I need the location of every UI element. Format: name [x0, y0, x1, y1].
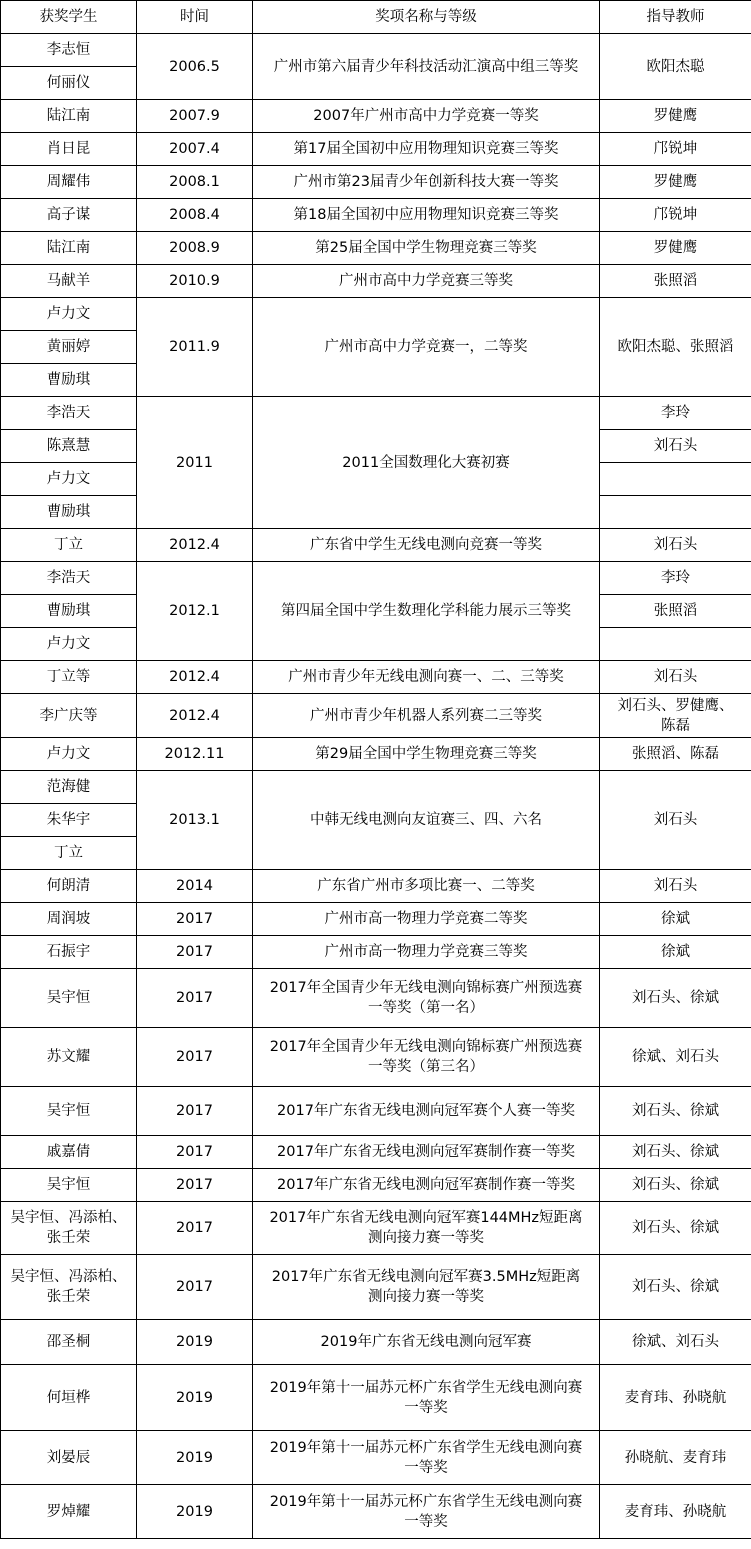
time-cell: 2007.9 [137, 100, 253, 133]
student-cell: 何丽仪 [1, 67, 137, 100]
award-cell: 广东省中学生无线电测向竞赛一等奖 [253, 529, 600, 562]
teacher-cell: 徐斌 [600, 903, 751, 936]
award-cell: 2017年广东省无线电测向冠军赛144MHz短距离 测向接力赛一等奖 [253, 1202, 600, 1255]
student-cell: 陈熹慧 [1, 430, 137, 463]
student-cell: 黄丽婷 [1, 331, 137, 364]
student-cell: 石振宇 [1, 936, 137, 969]
student-cell: 李广庆等 [1, 694, 137, 738]
student-cell: 高子谋 [1, 199, 137, 232]
award-cell: 2019年广东省无线电测向冠军赛 [253, 1320, 600, 1365]
award-cell: 广州市第六届青少年科技活动汇演高中组三等奖 [253, 34, 600, 100]
teacher-cell: 徐斌、刘石头 [600, 1320, 751, 1365]
teacher-cell: 刘石头、徐斌 [600, 1136, 751, 1169]
student-cell: 李志恒 [1, 34, 137, 67]
table-row [1, 100, 751, 133]
award-cell: 广州市青少年机器人系列赛二三等奖 [253, 694, 600, 738]
teacher-cell: 李玲 [600, 397, 751, 430]
header-award: 奖项名称与等级 [253, 1, 600, 34]
student-cell: 周润坡 [1, 903, 137, 936]
student-cell: 卢力文 [1, 298, 137, 331]
time-cell: 2013.1 [137, 771, 253, 870]
table-row [1, 166, 751, 199]
student-cell: 吴宇恒、冯添柏、 张壬荣 [1, 1255, 137, 1320]
header-row [1, 1, 751, 34]
time-cell: 2012.11 [137, 738, 253, 771]
student-cell: 李浩天 [1, 397, 137, 430]
student-cell: 丁立 [1, 529, 137, 562]
student-cell: 曹励琪 [1, 364, 137, 397]
award-cell: 2017年广东省无线电测向冠军赛3.5MHz短距离 测向接力赛一等奖 [253, 1255, 600, 1320]
student-cell: 肖日昆 [1, 133, 137, 166]
student-cell: 陆江南 [1, 232, 137, 265]
student-cell: 曹励琪 [1, 595, 137, 628]
award-cell: 第17届全国初中应用物理知识竞赛三等奖 [253, 133, 600, 166]
teacher-cell: 刘石头、徐斌 [600, 1087, 751, 1136]
award-cell: 第29届全国中学生物理竞赛三等奖 [253, 738, 600, 771]
table-row [1, 1169, 751, 1202]
time-cell: 2012.4 [137, 529, 253, 562]
teacher-cell: 孙晓航、麦育玮 [600, 1431, 751, 1485]
table-row [1, 1365, 751, 1431]
teacher-cell: 罗健鹰 [600, 100, 751, 133]
teacher-cell: 麦育玮、孙晓航 [600, 1485, 751, 1539]
student-cell: 马献羊 [1, 265, 137, 298]
student-cell: 吴宇恒 [1, 969, 137, 1028]
time-cell: 2011.9 [137, 298, 253, 397]
teacher-cell: 刘石头、徐斌 [600, 969, 751, 1028]
table-row [1, 199, 751, 232]
teacher-cell: 徐斌 [600, 936, 751, 969]
table-row [1, 870, 751, 903]
teacher-cell [600, 463, 751, 496]
time-cell: 2012.1 [137, 562, 253, 661]
time-cell: 2008.9 [137, 232, 253, 265]
header-student: 获奖学生 [1, 1, 137, 34]
time-cell: 2017 [137, 1255, 253, 1320]
teacher-cell [600, 496, 751, 529]
awards-table-body [1, 34, 751, 1539]
student-cell: 曹励琪 [1, 496, 137, 529]
time-cell: 2017 [137, 1202, 253, 1255]
table-row [1, 397, 751, 430]
student-cell: 刘晏辰 [1, 1431, 137, 1485]
award-cell: 广州市第23届青少年创新科技大赛一等奖 [253, 166, 600, 199]
table-row [1, 133, 751, 166]
teacher-cell: 刘石头、徐斌 [600, 1255, 751, 1320]
student-cell: 戚嘉倩 [1, 1136, 137, 1169]
teacher-cell: 邝锐坤 [600, 133, 751, 166]
award-cell: 2017年广东省无线电测向冠军赛个人赛一等奖 [253, 1087, 600, 1136]
student-cell: 朱华宇 [1, 804, 137, 837]
table-row [1, 694, 751, 738]
award-cell: 2017年广东省无线电测向冠军赛制作赛一等奖 [253, 1169, 600, 1202]
award-cell: 2019年第十一届苏元杯广东省学生无线电测向赛 一等奖 [253, 1365, 600, 1431]
table-row [1, 771, 751, 804]
award-cell: 2017年广东省无线电测向冠军赛制作赛一等奖 [253, 1136, 600, 1169]
time-cell: 2006.5 [137, 34, 253, 100]
award-cell: 广州市高一物理力学竞赛三等奖 [253, 936, 600, 969]
time-cell: 2012.4 [137, 694, 253, 738]
student-cell: 卢力文 [1, 463, 137, 496]
award-cell: 广东省广州市多项比赛一、二等奖 [253, 870, 600, 903]
teacher-cell [600, 628, 751, 661]
table-row [1, 265, 751, 298]
award-cell: 第18届全国初中应用物理知识竞赛三等奖 [253, 199, 600, 232]
header-teacher: 指导教师 [600, 1, 751, 34]
student-cell: 范海健 [1, 771, 137, 804]
award-cell: 广州市高一物理力学竞赛二等奖 [253, 903, 600, 936]
table-row [1, 738, 751, 771]
award-cell: 2019年第十一届苏元杯广东省学生无线电测向赛 一等奖 [253, 1485, 600, 1539]
table-row [1, 969, 751, 1028]
award-cell: 2011全国数理化大赛初赛 [253, 397, 600, 529]
teacher-cell: 张照滔 [600, 595, 751, 628]
teacher-cell: 刘石头 [600, 870, 751, 903]
student-cell: 吴宇恒 [1, 1169, 137, 1202]
student-cell: 丁立 [1, 837, 137, 870]
student-cell: 邵圣桐 [1, 1320, 137, 1365]
header-time: 时间 [137, 1, 253, 34]
teacher-cell: 刘石头、徐斌 [600, 1202, 751, 1255]
table-row [1, 529, 751, 562]
time-cell: 2017 [137, 1136, 253, 1169]
time-cell: 2017 [137, 936, 253, 969]
award-cell: 广州市高中力学竞赛一，二等奖 [253, 298, 600, 397]
table-row [1, 936, 751, 969]
teacher-cell: 麦育玮、孙晓航 [600, 1365, 751, 1431]
teacher-cell: 刘石头、徐斌 [600, 1169, 751, 1202]
teacher-cell: 罗健鹰 [600, 232, 751, 265]
award-cell: 第四届全国中学生数理化学科能力展示三等奖 [253, 562, 600, 661]
time-cell: 2008.4 [137, 199, 253, 232]
student-cell: 陆江南 [1, 100, 137, 133]
award-cell: 广州市高中力学竞赛三等奖 [253, 265, 600, 298]
teacher-cell: 张照滔、陈磊 [600, 738, 751, 771]
time-cell: 2019 [137, 1365, 253, 1431]
table-row [1, 1320, 751, 1365]
award-cell: 广州市青少年无线电测向赛一、二、三等奖 [253, 661, 600, 694]
table-row [1, 1255, 751, 1320]
teacher-cell: 徐斌、刘石头 [600, 1028, 751, 1087]
table-row [1, 1087, 751, 1136]
time-cell: 2019 [137, 1431, 253, 1485]
table-row [1, 562, 751, 595]
teacher-cell: 刘石头 [600, 529, 751, 562]
teacher-cell: 罗健鹰 [600, 166, 751, 199]
student-cell: 何垣桦 [1, 1365, 137, 1431]
table-row [1, 34, 751, 67]
teacher-cell: 欧阳杰聪、张照滔 [600, 298, 751, 397]
teacher-cell: 刘石头 [600, 661, 751, 694]
teacher-cell: 张照滔 [600, 265, 751, 298]
time-cell: 2010.9 [137, 265, 253, 298]
time-cell: 2014 [137, 870, 253, 903]
table-row [1, 1028, 751, 1087]
time-cell: 2008.1 [137, 166, 253, 199]
time-cell: 2012.4 [137, 661, 253, 694]
table-row [1, 661, 751, 694]
teacher-cell: 欧阳杰聪 [600, 34, 751, 100]
teacher-cell: 刘石头、罗健鹰、 陈磊 [600, 694, 751, 738]
table-row [1, 903, 751, 936]
student-cell: 周耀伟 [1, 166, 137, 199]
award-cell: 中韩无线电测向友谊赛三、四、六名 [253, 771, 600, 870]
teacher-cell: 刘石头 [600, 430, 751, 463]
student-cell: 吴宇恒、冯添柏、 张壬荣 [1, 1202, 137, 1255]
student-cell: 吴宇恒 [1, 1087, 137, 1136]
table-row [1, 1202, 751, 1255]
table-row [1, 232, 751, 265]
time-cell: 2017 [137, 1087, 253, 1136]
teacher-cell: 刘石头 [600, 771, 751, 870]
time-cell: 2017 [137, 1169, 253, 1202]
student-cell: 苏文耀 [1, 1028, 137, 1087]
table-row [1, 298, 751, 331]
award-cell: 2017年全国青少年无线电测向锦标赛广州预选赛 一等奖（第三名） [253, 1028, 600, 1087]
teacher-cell: 邝锐坤 [600, 199, 751, 232]
award-cell: 2007年广州市高中力学竞赛一等奖 [253, 100, 600, 133]
award-cell: 第25届全国中学生物理竞赛三等奖 [253, 232, 600, 265]
time-cell: 2011 [137, 397, 253, 529]
teacher-cell: 李玲 [600, 562, 751, 595]
time-cell: 2007.4 [137, 133, 253, 166]
table-row [1, 1485, 751, 1539]
award-cell: 2017年全国青少年无线电测向锦标赛广州预选赛 一等奖（第一名） [253, 969, 600, 1028]
time-cell: 2017 [137, 1028, 253, 1087]
table-row [1, 1136, 751, 1169]
table-row [1, 1431, 751, 1485]
student-cell: 卢力文 [1, 738, 137, 771]
time-cell: 2017 [137, 903, 253, 936]
student-cell: 何朗清 [1, 870, 137, 903]
student-cell: 罗焯耀 [1, 1485, 137, 1539]
award-cell: 2019年第十一届苏元杯广东省学生无线电测向赛 一等奖 [253, 1431, 600, 1485]
time-cell: 2017 [137, 969, 253, 1028]
student-cell: 丁立等 [1, 661, 137, 694]
student-cell: 李浩天 [1, 562, 137, 595]
time-cell: 2019 [137, 1485, 253, 1539]
time-cell: 2019 [137, 1320, 253, 1365]
student-cell: 卢力文 [1, 628, 137, 661]
